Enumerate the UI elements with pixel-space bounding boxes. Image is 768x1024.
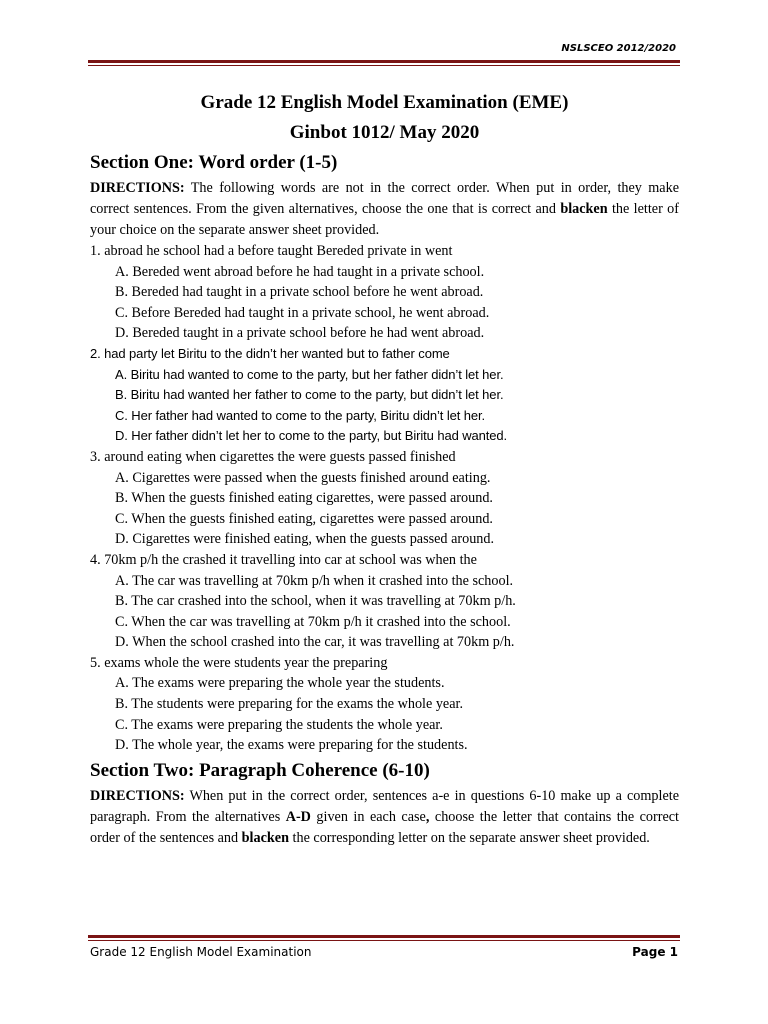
option-a: A. Bereded went abroad before he had taught in a private school. (115, 263, 485, 280)
option-d: D. Cigarettes were finished eating, when the guests passed around. (115, 531, 495, 548)
option-c: C. When the car was travelling at 70km p/h it crashed into the school. (115, 613, 511, 630)
option-a: A. The car was travelling at 70km p/h when it crashed into the school. (115, 572, 514, 589)
question-stem: 3. around eating when cigarettes the were guests passed finished (90, 448, 456, 465)
directions-text: the letter of your choice on the separate answer sheet provided. (90, 201, 679, 238)
option-b: B. Bereded had taught in a private school before he went abroad. (115, 284, 484, 301)
section-one-directions (90, 178, 679, 241)
directions-bold-range: A-D (285, 808, 311, 825)
directions-label: DIRECTIONS: (90, 787, 185, 804)
page-number: Page 1 (632, 945, 678, 959)
directions-text: choose the letter that contains the correct order of the sentences and (90, 808, 679, 846)
question-stem: 5. exams whole the were students year the preparing (90, 654, 388, 671)
directions-text: When put in the correct order, sentences a-e in questions 6-10 make up a complete paragraph. From the alternatives (90, 787, 679, 825)
question-5 (90, 653, 679, 756)
option-b: B. When the guests finished eating cigarettes, were passed around. (115, 490, 493, 507)
question-stem: 2. had party let Biritu to the didn’t her wanted but to father come (90, 345, 450, 361)
question-stem: 4. 70km p/h the crashed it travelling into car at school was when the (90, 551, 477, 568)
directions-text: given in each case (310, 808, 426, 825)
exam-date: Ginbot 1012/ May 2020 (289, 122, 480, 143)
option-d: D. The whole year, the exams were preparing for the students. (115, 737, 468, 754)
page-content (90, 88, 679, 849)
section-one-heading: Section One: Word order (1-5) (90, 152, 338, 173)
option-d: D. When the school crashed into the car, it was travelling at 70km p/h. (115, 634, 515, 651)
option-d: D. Bereded taught in a private school before he had went abroad. (115, 325, 485, 342)
header-code: NSLSCEO 2012/2020 (561, 43, 676, 54)
question-4 (90, 550, 679, 653)
option-b: B. The students were preparing for the exams the whole year. (115, 696, 464, 713)
option-b: B. Biritu had wanted her father to come to the party, but didn’t let her. (115, 387, 504, 403)
directions-bold-comma: , (425, 808, 430, 825)
option-c: C. The exams were preparing the students the whole year. (115, 716, 443, 733)
question-3 (90, 447, 679, 550)
directions-text: The following words are not in the correct order. When put in order, they make correct sentences. From the given alternatives, choose the one that is correct and (90, 180, 679, 217)
option-a: A. Cigarettes were passed when the guests finished around eating. (115, 469, 491, 486)
directions-bold-word: blacken (241, 829, 289, 846)
option-c: C. Before Bereded had taught in a private school, he went abroad. (115, 304, 490, 321)
header-rule-thin (88, 65, 680, 66)
option-d: D. Her father didn’t let her to come to the party, but Biritu had wanted. (115, 428, 508, 444)
directions-bold-word: blacken (560, 201, 608, 217)
option-c: C. Her father had wanted to come to the party, Biritu didn’t let her. (115, 407, 486, 423)
section-two-directions (90, 786, 679, 849)
question-1 (90, 241, 679, 344)
footer-title: Grade 12 English Model Examination (90, 945, 312, 959)
footer-rule-thick (88, 935, 680, 938)
footer-rule-thin (88, 940, 680, 941)
header-rule-thick (88, 60, 680, 63)
option-c: C. When the guests finished eating, cigarettes were passed around. (115, 510, 493, 527)
section-two-heading: Section Two: Paragraph Coherence (6-10) (90, 759, 430, 781)
directions-label: DIRECTIONS: (90, 180, 185, 196)
question-2 (90, 344, 679, 447)
option-b: B. The car crashed into the school, when it was travelling at 70km p/h. (115, 593, 516, 610)
question-stem: 1. abroad he school had a before taught Bereded private in went (90, 243, 453, 259)
directions-text: the corresponding letter on the separate answer sheet provided. (288, 829, 650, 846)
exam-title: Grade 12 English Model Examination (EME) (200, 92, 569, 113)
option-a: A. Biritu had wanted to come to the party, but her father didn’t let her. (115, 366, 504, 382)
option-a: A. The exams were preparing the whole year the students. (115, 675, 445, 692)
